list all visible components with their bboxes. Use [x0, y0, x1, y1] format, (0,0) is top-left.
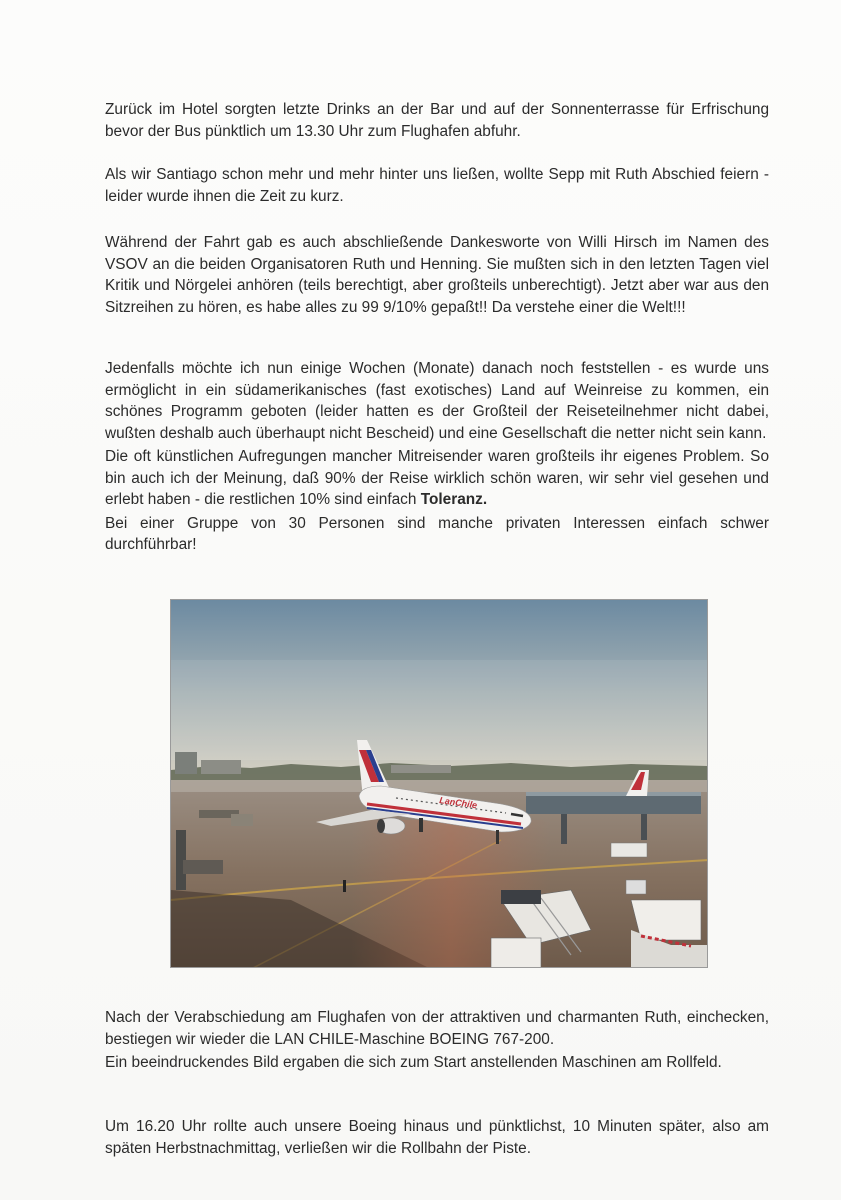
paragraph-text: Um 16.20 Uhr rollte auch unsere Boeing hinaus und pünktlichst, 10 Minuten später, also am späten Herbstnachmittag, verließen wir die Rollbahn der Piste. [105, 1118, 769, 1157]
paragraph-fazit [105, 358, 769, 556]
paragraph-text-toleranz [105, 446, 769, 511]
paragraph-dankesworte [105, 232, 769, 318]
paragraph-text: Als wir Santiago schon mehr und mehr hinter uns ließen, wollte Sepp mit Ruth Abschied feiern - leider wurde ihnen die Zeit zu kurz. [105, 166, 769, 205]
paragraph-text: Jedenfalls möchte ich nun einige Wochen (Monate) danach noch feststellen - es wurde uns ermöglicht in ein südamerikanisches (fast exotisches) Land auf Weinreise zu kommen, ein schönes Programm geboten (leider hatten es der Großteil der Reiseteilnehmer nicht dabei, wußten deshalb auch überhaupt nicht Bescheid) und eine Gesellschaft die netter nicht sein kann. [105, 360, 769, 442]
paragraph-abflug [105, 1007, 769, 1074]
emphasis-toleranz: Toleranz. [420, 491, 488, 508]
paragraph-text: Während der Fahrt gab es auch abschließende Dankesworte von Willi Hirsch im Namen des VSOV an die beiden Organisatoren Ruth und Henning. Sie mußten sich in den letzten Tagen viel Kritik und Nörgelei anhören (teils berechtigt, aber großteils unberechtigt). Jetzt aber war aus den Sitzreihen zu hören, es habe alles zu 99 9/10% gepaßt!! Da verstehe einer die Welt!!! [105, 234, 769, 316]
paragraph-text: Bei einer Gruppe von 30 Personen sind manche privaten Interessen einfach schwer durchführbar! [105, 514, 769, 553]
paragraph-hotel [105, 99, 769, 142]
paragraph-text: Nach der Verabschiedung am Flughafen von der attraktiven und charmanten Ruth, einchecken, bestiegen wir wieder die LAN CHILE-Maschine BOEING 767-200. [105, 1009, 769, 1048]
paragraph-text: Ein beeindruckendes Bild ergaben die sich zum Start anstellenden Maschinen am Rollfeld. [105, 1054, 722, 1071]
paragraph-text: Zurück im Hotel sorgten letzte Drinks an der Bar und auf der Sonnenterrasse für Erfrischung bevor der Bus pünktlich um 13.30 Uhr zum Flughafen abfuhr. [105, 101, 769, 140]
paragraph-text: Die oft künstlichen Aufregungen mancher Mitreisender waren großteils ihr eigenes Problem. So bin auch ich der Meinung, daß 90% der Reise wirklich schön waren, wir sehr viel gesehen und erlebt haben - die restlichen 10% sind einfach [105, 448, 769, 508]
airport-photo [170, 599, 708, 968]
airline-logo: LanChile [438, 795, 478, 811]
paragraph-santiago [105, 164, 769, 207]
paragraph-start [105, 1116, 769, 1159]
